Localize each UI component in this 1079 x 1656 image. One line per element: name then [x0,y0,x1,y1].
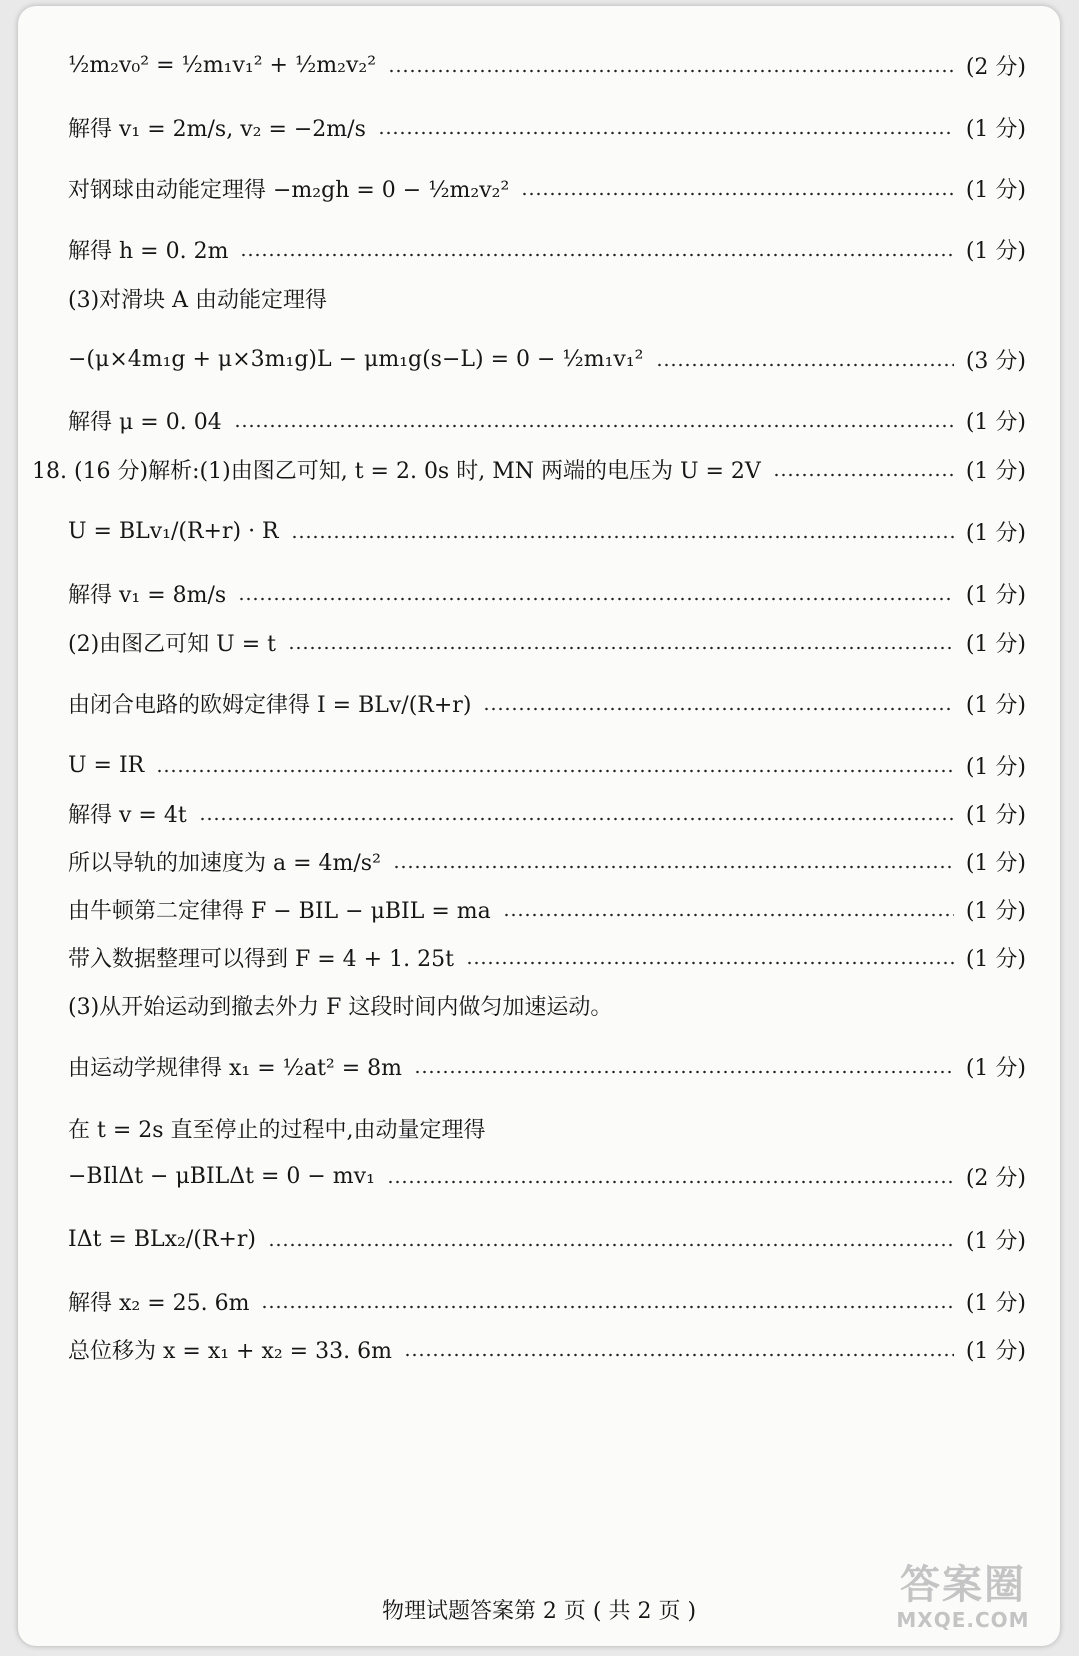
solution-line [68,227,1026,271]
line-text: ½m₂v₀² = ½m₁v₁² + ½m₂v₂² [68,52,377,78]
solution-line [68,1279,1026,1323]
question-18-line [32,447,1026,491]
line-text: 解得 v = 4t [68,802,187,828]
solution-line [68,43,1026,87]
solution-line [68,935,1026,979]
solution-line [68,1044,1026,1088]
score-label: (2 分) [965,54,1026,80]
dotted-leader [773,473,954,477]
score-label: (1 分) [965,1228,1026,1254]
score-label: (1 分) [965,946,1026,972]
score-label: (1 分) [965,850,1026,876]
score-label: (1 分) [965,116,1026,142]
solution-heading [68,1106,1026,1150]
line-text: 解得 v₁ = 8m/s [68,582,227,608]
score-label: (1 分) [965,802,1026,828]
line-text: 带入数据整理可以得到 F = 4 + 1. 25t [68,946,454,972]
score-label: (1 分) [965,458,1026,484]
score-label: (1 分) [965,1290,1026,1316]
line-text: 在 t = 2s 直至停止的过程中,由动量定理得 [68,1117,486,1143]
dotted-leader [503,913,954,917]
line-text: −(μ×4m₁g + μ×3m₁g)L − μm₁g(s−L) = 0 − ½m₁v₁² [68,346,644,372]
line-text: 解得 v₁ = 2m/s, v₂ = −2m/s [68,116,366,142]
line-text: 由运动学规律得 x₁ = ½at² = 8m [68,1055,403,1081]
line-text: −BIlΔt − μBILΔt = 0 − mv₁ [68,1163,375,1189]
dotted-leader [234,424,954,428]
watermark-logo-text: 答案圈 [900,1562,1026,1608]
solution-line [68,1154,1026,1198]
solution-line [68,743,1026,787]
line-text: IΔt = BLx₂/(R+r) [68,1226,256,1252]
score-label: (1 分) [965,1055,1026,1081]
solution-heading [68,983,1026,1027]
solution-line [68,681,1026,725]
solution-line [68,337,1026,381]
dotted-leader [288,646,954,650]
score-label: (1 分) [965,520,1026,546]
score-label: (1 分) [965,582,1026,608]
dotted-leader [199,817,954,821]
line-text: 解得 μ = 0. 04 [68,409,222,435]
solution-line [68,791,1026,835]
score-label: (1 分) [965,631,1026,657]
solution-line [68,839,1026,883]
score-label: (1 分) [965,1338,1026,1364]
line-text: 由牛顿第二定律得 F − BIL − μBIL = ma [68,898,491,924]
score-label: (1 分) [965,754,1026,780]
dotted-leader [291,535,954,539]
line-text: (2)由图乙可知 U = t [68,631,276,657]
dotted-leader [240,253,953,257]
score-label: (2 分) [965,1165,1026,1191]
line-text: U = BLv₁/(R+r) · R [68,518,279,544]
dotted-leader [483,707,953,711]
answer-sheet-page [18,6,1060,1646]
dotted-leader [268,1243,954,1247]
watermark-logo [888,1562,1038,1642]
dotted-leader [466,961,954,965]
line-text: 解得 x₂ = 25. 6m [68,1290,250,1316]
score-label: (1 分) [965,898,1026,924]
dotted-leader [261,1305,953,1309]
score-label: (1 分) [965,238,1026,264]
score-label: (1 分) [965,177,1026,203]
solution-line [68,105,1026,149]
dotted-leader [388,69,954,73]
dotted-leader [156,769,954,773]
dotted-leader [393,865,954,869]
dotted-leader [414,1070,954,1074]
line-text: (3)从开始运动到撤去外力 F 这段时间内做匀加速运动。 [68,994,613,1020]
dotted-leader [387,1180,954,1184]
dotted-leader [656,363,954,367]
page-footer: 物理试题答案第 2 页 ( 共 2 页 ) [381,1599,697,1624]
line-text: 所以导轨的加速度为 a = 4m/s² [68,850,381,876]
dotted-leader [238,597,954,601]
line-text: 18. (16 分)解析:(1)由图乙可知, t = 2. 0s 时, MN 两端的电压为 U = 2V [32,458,761,484]
score-label: (1 分) [965,409,1026,435]
solution-line [68,571,1026,615]
solution-line [68,620,1026,664]
score-label: (1 分) [965,692,1026,718]
solution-line [68,166,1026,210]
solution-line [68,1217,1026,1261]
solution-line [68,398,1026,442]
watermark-url: MXQE.COM [896,1608,1030,1632]
score-label: (3 分) [965,348,1026,374]
solution-heading [68,276,1026,320]
line-text: 解得 h = 0. 2m [68,238,229,264]
solution-line [68,887,1026,931]
line-text: (3)对滑块 A 由动能定理得 [68,287,328,313]
solution-line [68,509,1026,553]
line-text: 总位移为 x = x₁ + x₂ = 33. 6m [68,1338,392,1364]
dotted-leader [404,1353,954,1357]
solution-line [68,1327,1026,1371]
dotted-leader [521,192,954,196]
line-text: U = IR [68,752,145,778]
dotted-leader [378,131,954,135]
line-text: 由闭合电路的欧姆定律得 I = BLv/(R+r) [68,692,472,718]
line-text: 对钢球由动能定理得 −m₂gh = 0 − ½m₂v₂² [68,177,510,203]
